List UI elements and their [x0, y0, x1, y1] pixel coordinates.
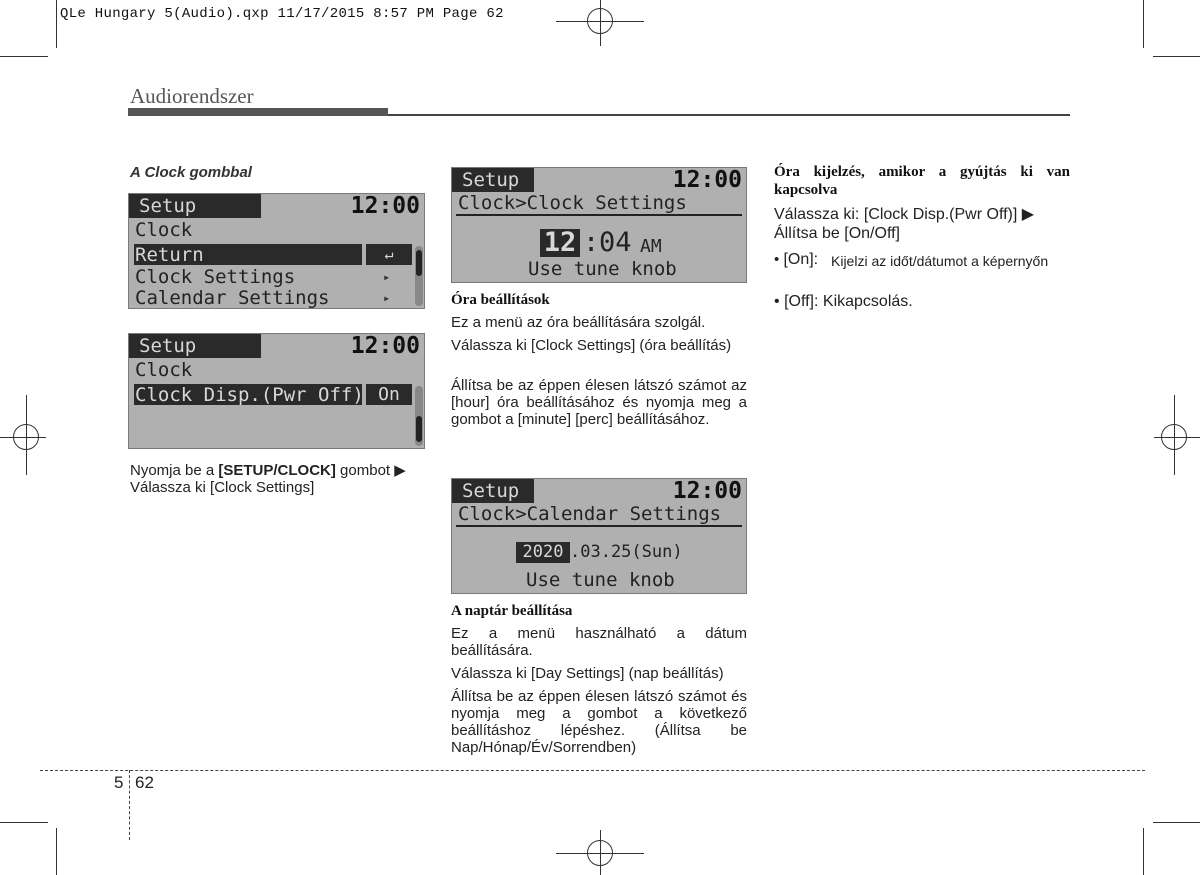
menu-item-clock-settings[interactable]: Clock Settings [135, 266, 296, 288]
menu-item-return[interactable]: Return [135, 244, 204, 266]
screen-heading: Clock [135, 219, 193, 241]
tune-knob-hint: Use tune knob [528, 258, 677, 280]
title-underline [456, 525, 742, 527]
clock-display-off-heading: Óra kijelzés, amikor a gyújtás ki van kapcsolva [774, 164, 1070, 198]
clock-disp-value: On [366, 384, 412, 405]
registration-mark [26, 395, 27, 475]
setup-tab: Setup [129, 334, 261, 358]
section-number: 5 [114, 773, 124, 792]
bullet-icon: • [774, 251, 780, 268]
setup-tab: Setup [129, 194, 261, 218]
screen-title: Clock>Calendar Settings [458, 503, 722, 525]
calendar-settings-heading: A naptár beállítása [451, 603, 573, 619]
setup-tab: Setup [452, 479, 534, 503]
title-underline [456, 214, 742, 216]
tune-knob-hint: Use tune knob [526, 569, 675, 591]
calendar-settings-screen [451, 478, 747, 594]
clock-settings-heading: Óra beállítások [451, 292, 550, 308]
right-arrow-icon: ▸ [383, 291, 391, 305]
right-arrow-icon: ▸ [383, 270, 391, 284]
clock-disp-line2: Állítsa be [On/Off] [774, 225, 900, 242]
crop-mark [0, 56, 48, 57]
return-arrow-icon: ↵ [366, 244, 412, 265]
calendar-settings-p2: Válassza ki [Day Settings] (nap beállítás) [451, 665, 724, 682]
bullet-text: Kikapcsolás. [822, 293, 913, 310]
year-field[interactable]: 2020 [516, 542, 570, 563]
date-rest: .03.25(Sun) [570, 542, 683, 562]
crop-mark [56, 828, 57, 875]
title-rule [388, 114, 1070, 116]
calendar-settings-p3: Állítsa be az éppen élesen látszó számot és nyomja meg a gombot a következő beállításhoz lépéshez. (Állítsa be Nap/Hónap/Év/Sorrendben) [451, 688, 747, 756]
registration-mark [0, 437, 46, 438]
crop-mark [0, 822, 48, 823]
time-separator: : [583, 227, 600, 258]
scrollbar-thumb [416, 416, 422, 442]
screen-time: 12:00 [350, 193, 420, 219]
menu-item-clock-disp[interactable]: Clock Disp.(Pwr Off) [135, 384, 364, 406]
screen-time: 12:00 [672, 167, 742, 193]
scrollbar-thumb [416, 250, 422, 276]
ampm-field[interactable]: AM [640, 236, 662, 257]
clock-button-subhead: A Clock gombbal [130, 164, 252, 181]
screen-title: Clock>Clock Settings [458, 192, 687, 214]
footer-divider [129, 770, 130, 840]
crop-mark [1153, 822, 1200, 823]
print-slug: QLe Hungary 5(Audio).qxp 11/17/2015 8:57 PM Page 62 [60, 6, 504, 22]
registration-mark [1174, 395, 1175, 475]
bullet-key: [Off]: [784, 293, 819, 310]
instruction-text: Nyomja be a [SETUP/CLOCK] gombot ▶ Válassza ki [Clock Settings] [130, 462, 406, 496]
setup-clock-menu-screen [128, 193, 425, 309]
title-rule-dark [128, 108, 388, 116]
registration-mark [600, 0, 601, 46]
registration-mark [600, 830, 601, 875]
page-number: 62 [135, 773, 154, 792]
bullet-off [774, 293, 1070, 311]
clock-settings-p2: Válassza ki [Clock Settings] (óra beállítás) [451, 337, 732, 354]
bullet-key: [On]: [783, 251, 819, 268]
screen-time: 12:00 [672, 478, 742, 504]
bullet-on-text: Kijelzi az időt/dátumot a képernyőn [831, 253, 1049, 269]
crop-mark [56, 0, 57, 48]
crop-mark [1143, 828, 1144, 875]
crop-mark [1153, 56, 1200, 57]
clock-settings-p1: Ez a menü az óra beállítására szolgál. [451, 314, 706, 331]
menu-item-calendar-settings[interactable]: Calendar Settings [135, 287, 330, 309]
footer-rule [40, 770, 1145, 771]
clock-disp-screen [128, 333, 425, 449]
screen-heading: Clock [135, 359, 193, 381]
registration-mark [1154, 437, 1200, 438]
setup-tab: Setup [452, 168, 534, 192]
calendar-settings-p1: Ez a menü használható a dátum beállítására. [451, 625, 747, 659]
screen-time: 12:00 [350, 333, 420, 359]
clock-settings-screen [451, 167, 747, 283]
section-title: Audiorendszer [130, 84, 254, 108]
clock-settings-p3: Állítsa be az éppen élesen látszó számot az [hour] óra beállításához és nyomja meg a gombot a [minute] [perc] beállításához. [451, 377, 747, 428]
bullet-icon: • [774, 293, 780, 310]
crop-mark [1143, 0, 1144, 48]
hour-field[interactable]: 12 [540, 229, 580, 257]
minute-field[interactable]: 04 [599, 227, 632, 258]
clock-disp-line1: Válassza ki: [Clock Disp.(Pwr Off)] ▶ [774, 206, 1035, 223]
